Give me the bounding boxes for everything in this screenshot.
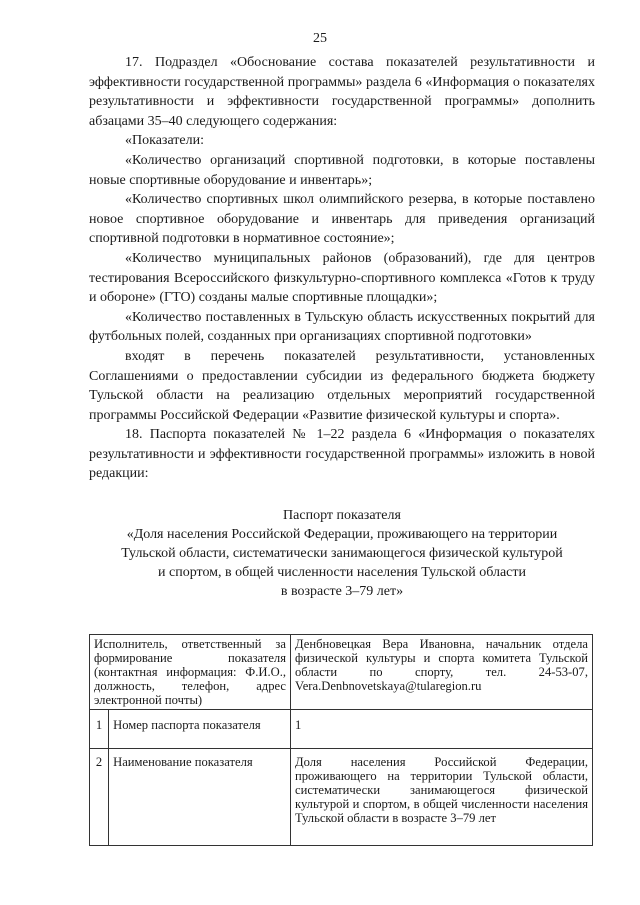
table-row	[90, 749, 593, 846]
passport-title: Паспорт показателя	[283, 508, 401, 524]
row-value: Доля населения Российской Федерации, проживающего на территории Тульской области, систематически занимающегося физической культурой и спортом, в общей численности населения Тульской области в возрасте 3–79 лет	[291, 749, 593, 846]
paragraph-indicators-note: входят в перечень показателей результативности, установленных Соглашениями о предоставлении субсидии из федерального бюджета бюджету Тульской области на реализацию отдельных мероприятий государственной программы Российской Федерации «Развитие физической культуры и спорта».	[89, 348, 595, 423]
row-number: 2	[90, 749, 109, 846]
paragraph-indicator-4: «Количество поставленных в Тульскую область искусственных покрытий для футбольных полей, созданных при организациях спортивной подготовки»	[89, 309, 595, 345]
row-value: 1	[291, 710, 593, 749]
paragraph-indicator-3: «Количество муниципальных районов (образований), где для центров тестирования Всероссийского физкультурно-спортивного комплекса «Готов к труду и обороне» (ГТО) созданы малые спортивные площадки»;	[89, 250, 595, 306]
page-number: 25	[313, 31, 327, 46]
executor-value: Денбновецкая Вера Ивановна, начальник отдела физической культуры и спорта комитета Тульской области по спорту, тел. 24-53-07, Vera.Denbnovetskaya@tularegion.ru	[291, 635, 593, 710]
passport-subtitle-line: и спортом, в общей численности населения Тульской области	[158, 565, 526, 581]
passport-heading	[89, 506, 595, 601]
row-label: Наименование показателя	[109, 749, 291, 846]
paragraph-indicator-1: «Количество организаций спортивной подготовки, в которые поставлены новые спортивные оборудование и инвентарь»;	[89, 152, 595, 188]
row-label: Номер паспорта показателя	[109, 710, 291, 749]
passport-subtitle-line: в возрасте 3–79 лет»	[280, 584, 404, 600]
paragraph-17: 17. Подраздел «Обоснование состава показателей результативности и эффективности государственной программы» раздела 6 «Информация о показателях результативности и эффективности государственной программы» дополнить абзацами 35–40 следующего содержания:	[89, 55, 595, 129]
paragraph-indicators-intro: «Показатели:	[125, 133, 204, 149]
table-row	[90, 710, 593, 749]
passport-subtitle-line: Тульской области, систематически занимающегося физической культурой	[121, 546, 563, 562]
executor-label: Исполнитель, ответственный за формирование показателя (контактная информация: Ф.И.О., должность, телефон, адрес электронной почты)	[90, 635, 291, 710]
passport-table	[89, 634, 593, 846]
passport-subtitle-line: «Доля населения Российской Федерации, проживающего на территории	[126, 527, 558, 543]
paragraph-indicator-2: «Количество спортивных школ олимпийского резерва, в которые поставлено новое спортивное оборудование и инвентарь для приведения организаций спортивной подготовки в нормативное состояние»;	[89, 192, 595, 247]
document-body	[89, 53, 595, 601]
paragraph-18: 18. Паспорта показателей № 1–22 раздела 6 «Информация о показателях результативности и эффективности государственной программы» изложить в новой редакции:	[89, 427, 595, 482]
table-row	[90, 635, 593, 710]
row-number: 1	[90, 710, 109, 749]
